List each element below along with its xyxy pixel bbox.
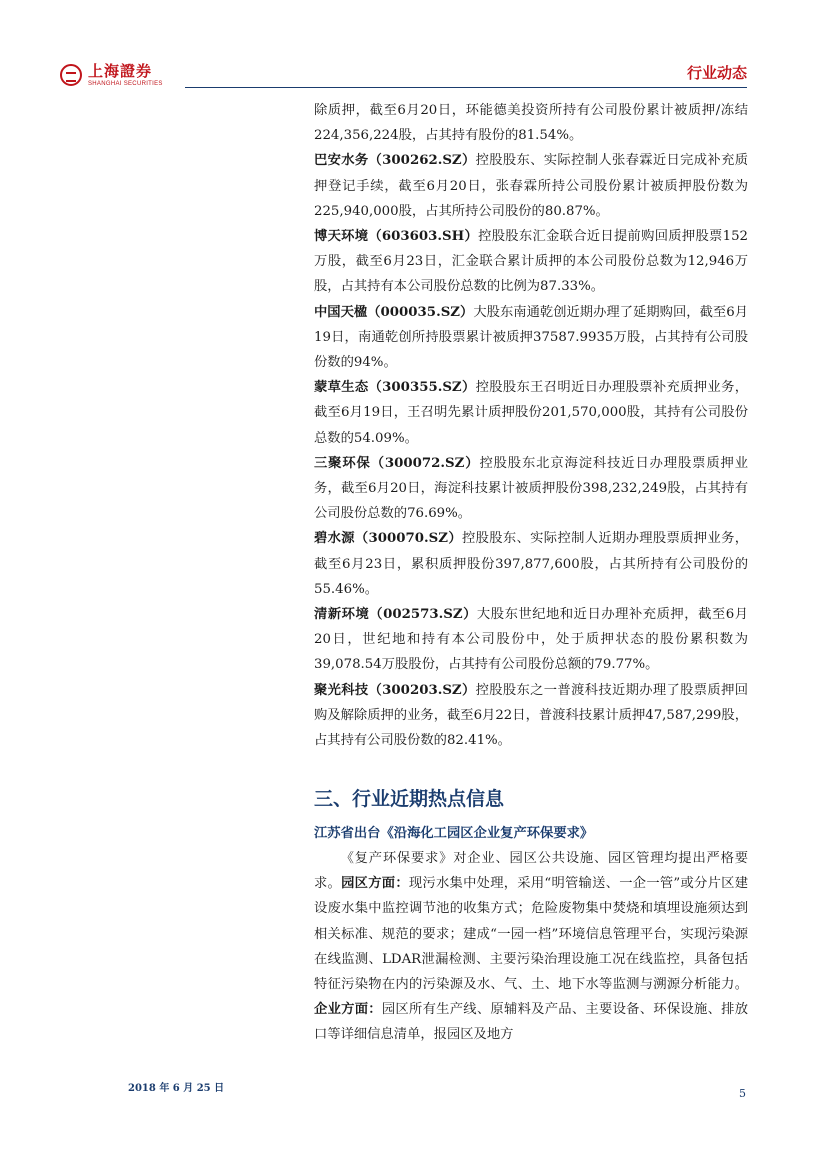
- logo-name-en: SHANGHAI SECURITIES: [88, 80, 163, 87]
- header-category-title: 行业动态: [686, 64, 747, 82]
- news-item: 三聚环保（300072.SZ）控股股东北京海淀科技近日办理股票质押业务，截至6月20日，海淀科技累计被质押股份398,232,249股，占其持有公司股份总数的76.69%。: [314, 455, 749, 522]
- company-name: 碧水源（300070.SZ）: [314, 531, 462, 547]
- company-name: 蒙草生态（300355.SZ）: [314, 380, 476, 396]
- company-name: 博天环境（603603.SH）: [314, 229, 479, 245]
- page-header: [0, 0, 827, 100]
- footer-date: 2018 年 6 月 25 日: [128, 1083, 225, 1094]
- section-body: 《复产环保要求》对企业、园区公共设施、园区管理均提出严格要求。园区方面：现污水集中处理，采用“明管输送、一企一管”或分片区建设废水集中监控调节池的收集方式；危险废物集中焚烧和填埋设施须达到相关标准、规范的要求；建成“一园一档”环境信息管理平台，实现污染源在线监测、LDAR泄漏检测、主要污染治理设施工况在线监控，具备包括特征污染物在内的污染源及水、气、土、地下水等监测与溯源分析能力。企业方面：园区所有生产线、原辅料及产品、主要设备、环保设施、排放口等详细信息清单，报园区及地方: [314, 851, 749, 1043]
- news-item: 除质押，截至6月20日，环能德美投资所持有公司股份累计被质押/冻结224,356,224股，占其持有股份的81.54%。: [314, 103, 748, 144]
- news-item: 清新环境（002573.SZ）大股东世纪地和近日办理补充质押，截至6月20日，世纪地和持有本公司股份中，处于质押状态的股份累积数为39,078.54万股股份，占其持有公司股份总额的79.77%。: [314, 607, 749, 673]
- company-name: 清新环境（002573.SZ）: [314, 607, 477, 623]
- header-divider: [185, 87, 747, 88]
- page-number: 5: [739, 1087, 746, 1100]
- company-logo: [60, 60, 163, 90]
- logo-emblem-icon: [60, 64, 82, 86]
- news-item: 博天环境（603603.SH）控股股东汇金联合近日提前购回质押股票152万股，截至6月23日，汇金联合累计质押的本公司股份总数为12,946万股，占其持有本公司股份总数的比例为87.33%。: [314, 229, 748, 295]
- company-name: 中国天楹（000035.SZ）: [314, 304, 474, 320]
- news-item: 中国天楹（000035.SZ）大股东南通乾创近期办理了延期购回，截至6月19日，南通乾创所持股票累计被质押37587.9935万股，占其持有公司股份数的94%。: [314, 304, 748, 371]
- company-name: 聚光科技（300203.SZ）: [314, 682, 476, 698]
- news-item: 聚光科技（300203.SZ）控股股东之一普渡科技近期办理了股票质押回购及解除质押的业务，截至6月22日，普渡科技累计质押47,587,299股，占其持有公司股份数的82.41%。: [314, 682, 748, 749]
- pledge-news-list: [314, 98, 748, 753]
- news-item: 蒙草生态（300355.SZ）控股股东王召明近日办理股票补充质押业务，截至6月19日，王召明先累计质押股份201,570,000股，其持有公司股份总数的54.09%。: [314, 380, 748, 446]
- logo-name-cn: 上海證券: [88, 61, 153, 80]
- section-heading: 三、行业近期热点信息: [314, 788, 505, 810]
- section-subheading: 江苏省出台《沿海化工园区企业复产环保要求》: [314, 826, 594, 841]
- news-item: 碧水源（300070.SZ）控股股东、实际控制人近期办理股票质押业务，截至6月23日，累积质押股份397,877,600股，占其所持有公司股份的 55.46%。: [314, 531, 749, 597]
- news-item: 巴安水务（300262.SZ）控股股东、实际控制人张春霖近日完成补充质押登记手续，截至6月20日，张春霖所持公司股份累计被质押股份数为225,940,000股，占其所持公司股份的80.87%。: [314, 153, 748, 219]
- company-name: 三聚环保（300072.SZ）: [314, 455, 480, 471]
- company-name: 巴安水务（300262.SZ）: [314, 153, 476, 169]
